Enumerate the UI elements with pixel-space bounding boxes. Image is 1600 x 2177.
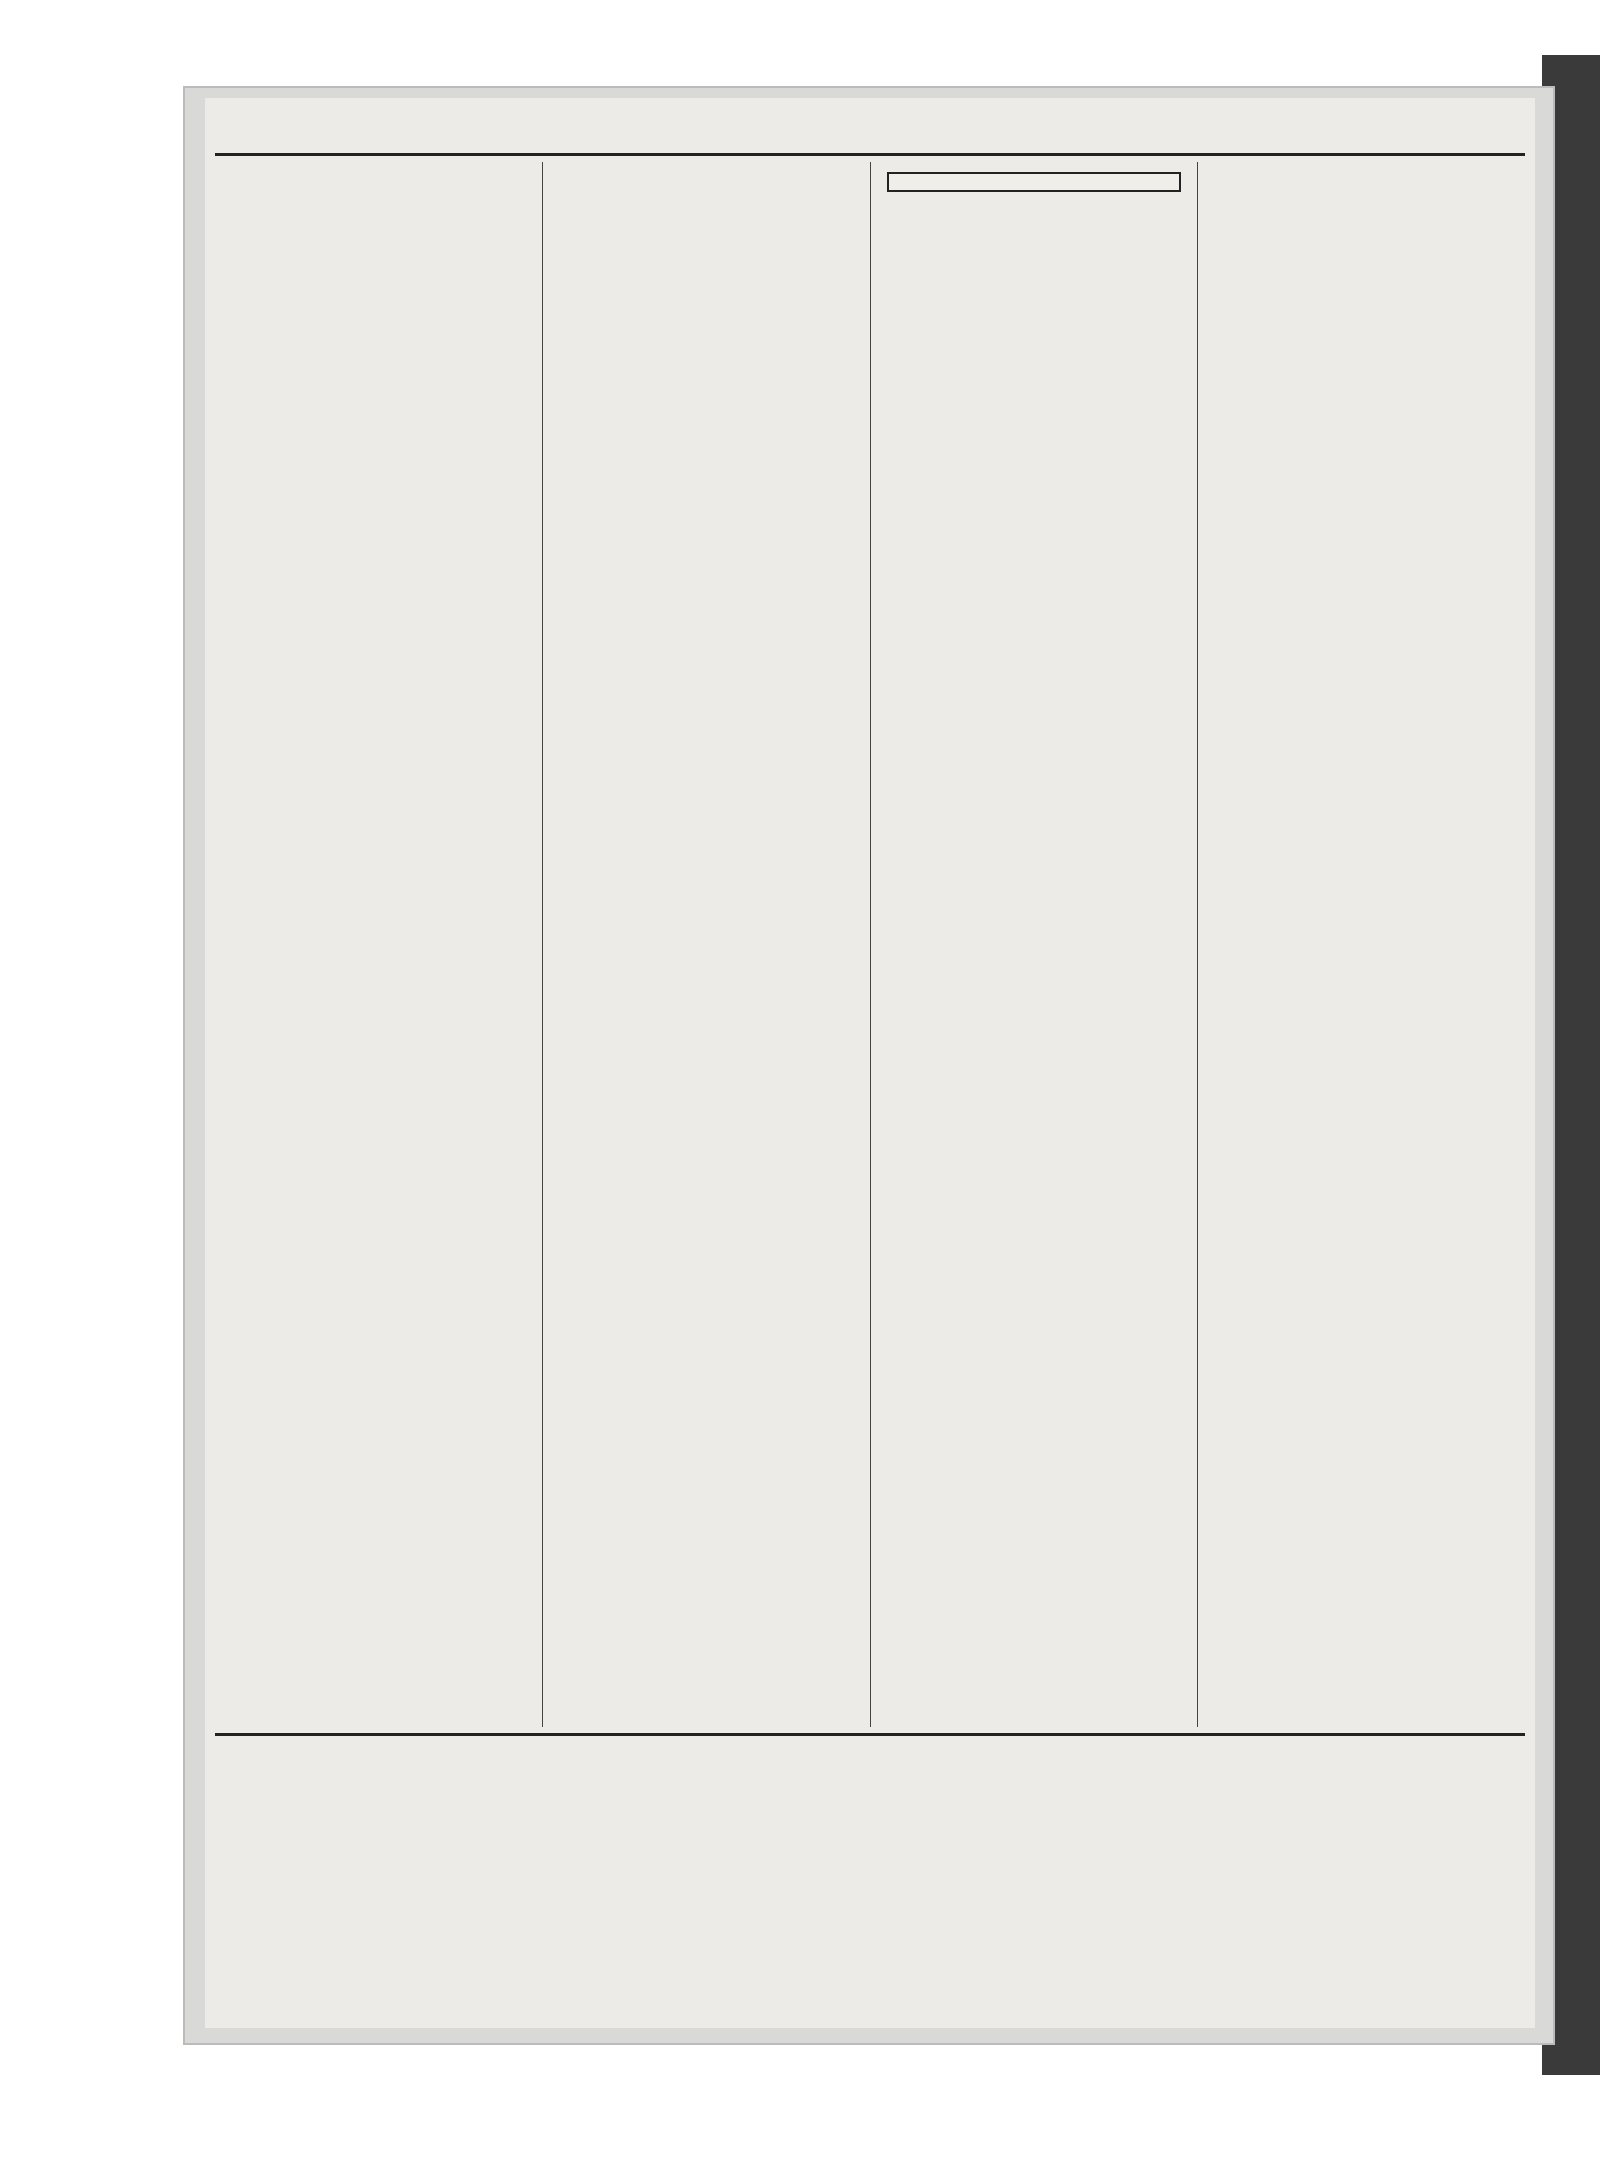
footer-rule: [215, 1733, 1525, 1736]
directory-page: [205, 98, 1535, 2028]
document-photo: [185, 88, 1553, 2043]
header-rule: [215, 153, 1525, 156]
column-4: [1198, 162, 1525, 1727]
column-1: [215, 162, 543, 1727]
advertisement-box: [887, 172, 1182, 192]
column-2: [543, 162, 871, 1727]
column-3: [871, 162, 1199, 1727]
directory-columns: [215, 162, 1525, 1727]
page-header: [215, 110, 1525, 150]
